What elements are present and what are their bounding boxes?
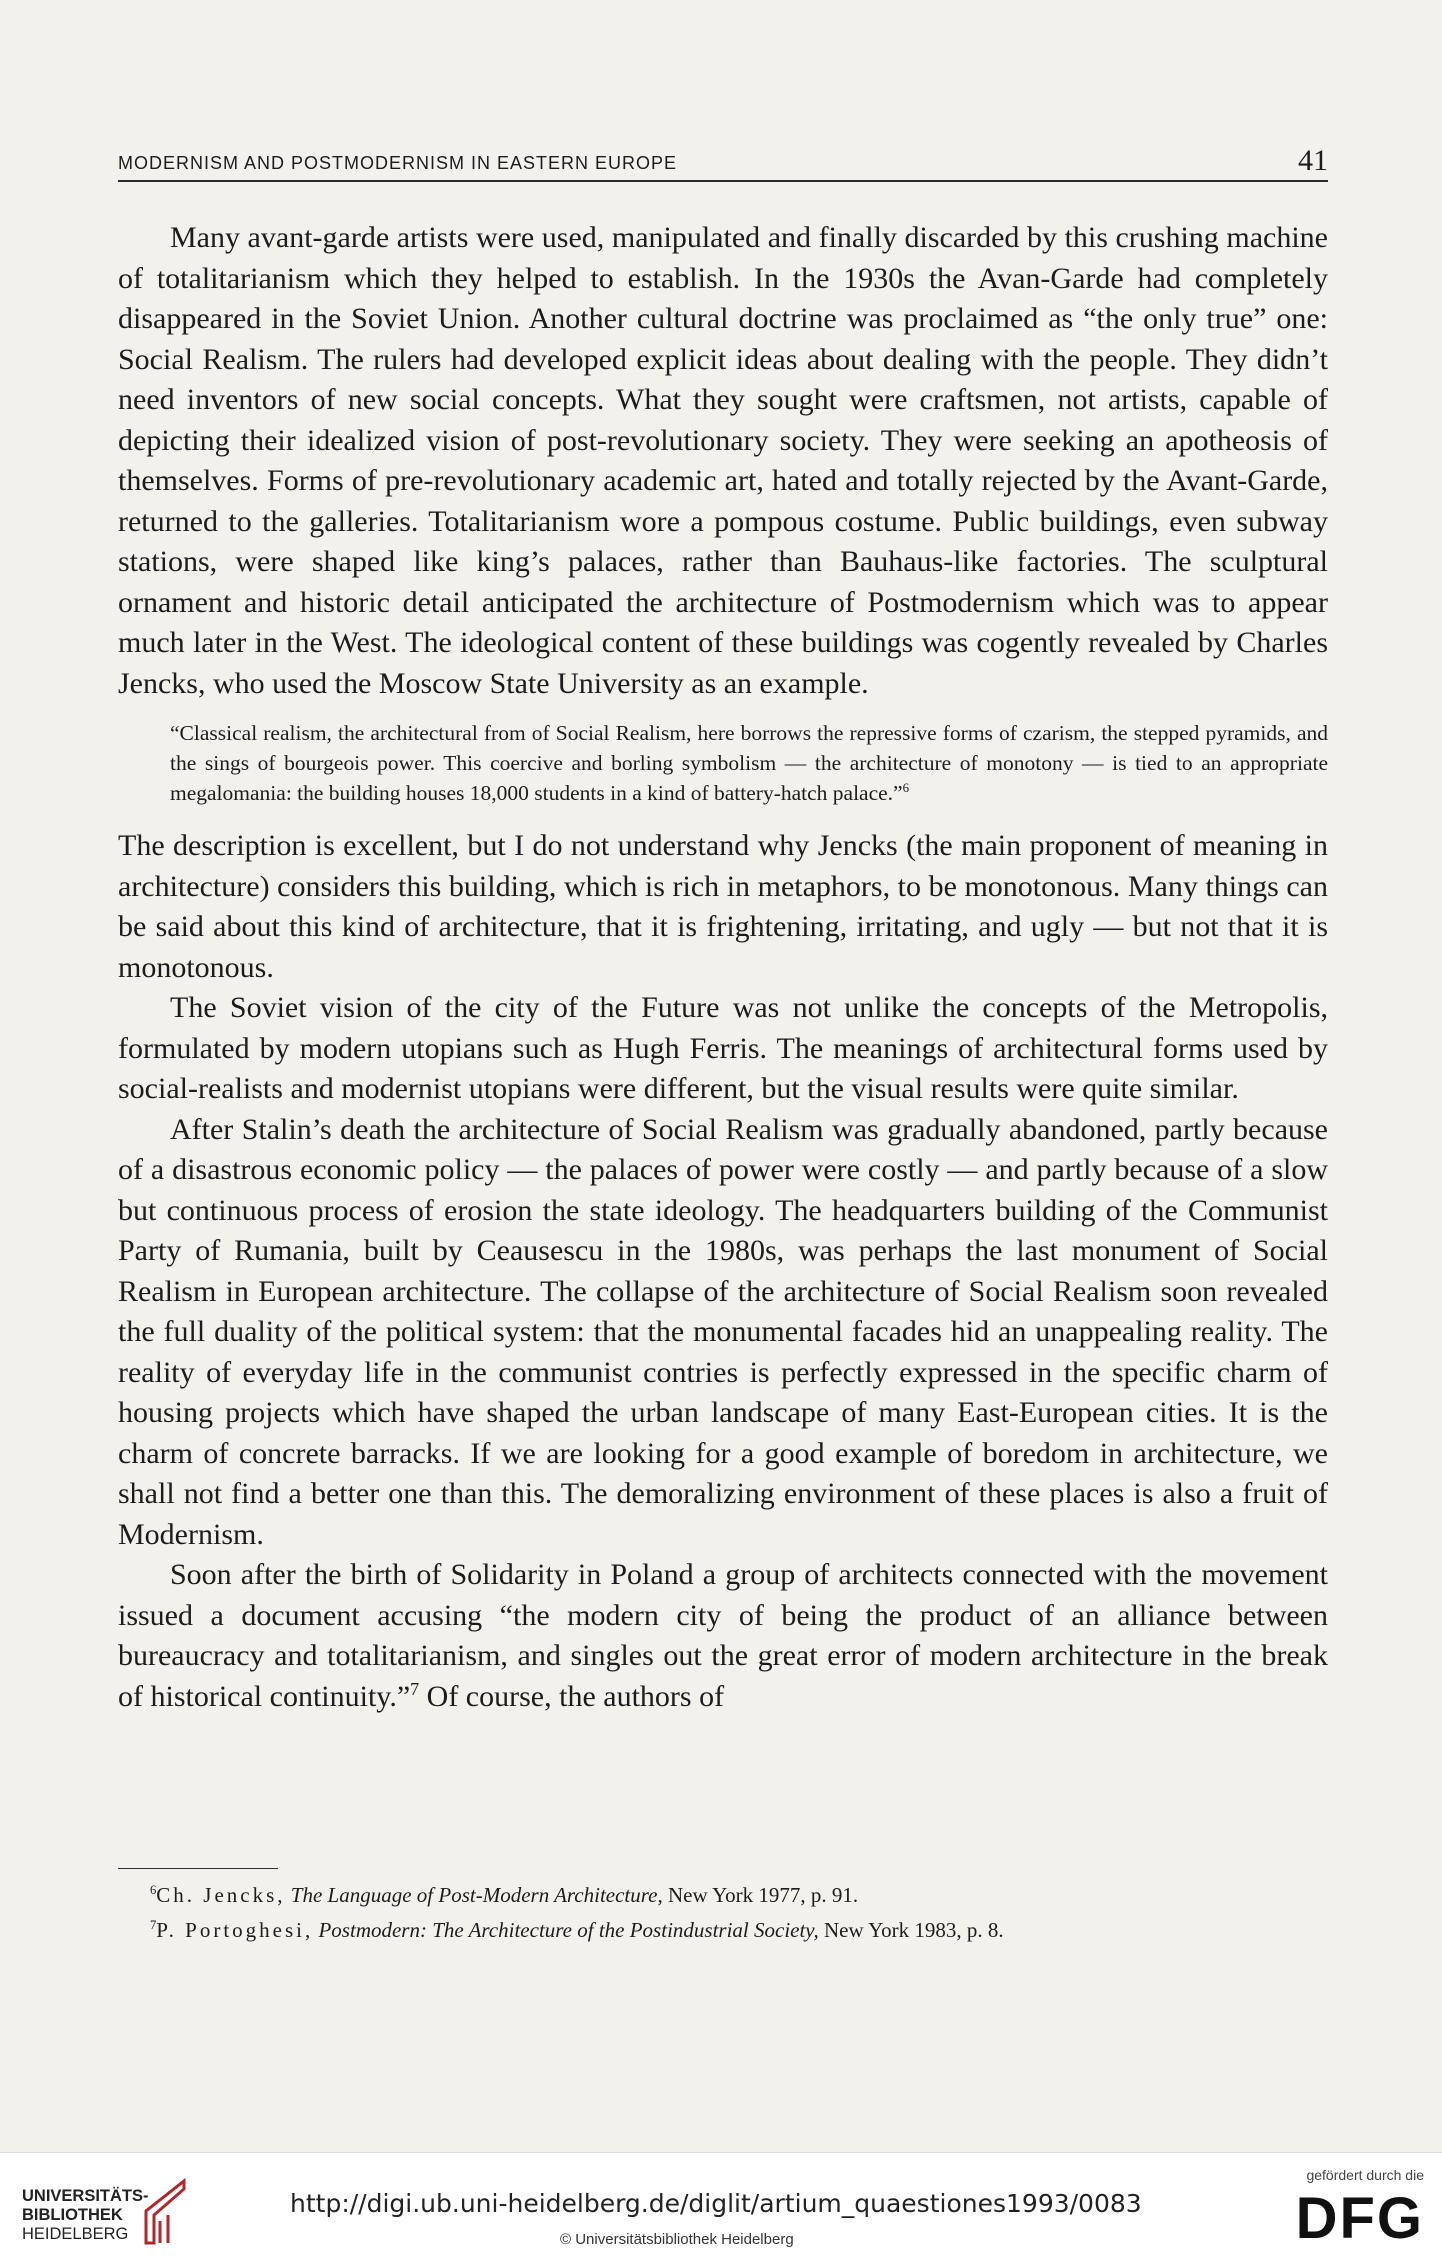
- footnote-rest: New York 1983, p. 8.: [818, 1918, 1004, 1942]
- copyright-notice: © Universitätsbibliothek Heidelberg: [560, 2231, 794, 2248]
- paragraph-2: The description is excellent, but I do not understand why Jencks (the main proponent of meaning in architecture) considers this building, which is rich in metaphors, to be monotonous. Many things can be said about this kind of architecture, that it is frightening, irritating, and ugly — but not that it is monotonous.: [118, 829, 1328, 984]
- dfg-logo: DFG: [1295, 2186, 1424, 2251]
- footnote-6: [150, 1878, 1330, 1913]
- library-name: [22, 2187, 149, 2244]
- footnote-divider: [118, 1868, 278, 1869]
- footnote-7: [150, 1913, 1330, 1948]
- footnote-title: The Language of Post-Modern Architecture,: [290, 1883, 663, 1907]
- page-header: [118, 140, 1328, 182]
- block-quote: [170, 718, 1328, 808]
- footnote-number: 6: [150, 1883, 157, 1897]
- footnotes: [150, 1878, 1330, 1948]
- library-logo-icon: [140, 2171, 190, 2247]
- block-quote-text: “Classical realism, the architectural from of Social Realism, here borrows the repressive forms of czarism, the stepped pyramids, and the sings of bourgeois power. This coercive and borling symbolism — the architecture of monotony — is tied to an appropriate megalomania: the building houses 18,000 students in a kind of battery-hatch palace.”: [170, 721, 1328, 805]
- body-text: [118, 218, 1328, 1717]
- permalink-url[interactable]: http://digi.ub.uni-heidelberg.de/diglit/artium_quaestiones1993/0083: [290, 2189, 1142, 2218]
- footnote-author: P. Portoghesi,: [156, 1918, 314, 1942]
- footnote-number: 7: [150, 1918, 157, 1932]
- footnote-title: Postmodern: The Architecture of the Postindustrial Society,: [318, 1918, 819, 1942]
- funding-note: gefördert durch die: [1306, 2167, 1424, 2183]
- paragraph-3: The Soviet vision of the city of the Future was not unlike the concepts of the Metropolis, formulated by modern utopians such as Hugh Ferris. The meanings of architectural forms used by social-realists and modernist utopians were different, but the visual results were quite similar.: [118, 991, 1328, 1105]
- library-name-line-2: BIBLIOTHEK: [22, 2206, 123, 2224]
- footnote-rest: New York 1977, p. 91.: [662, 1883, 859, 1907]
- paragraph-1: Many avant-garde artists were used, manipulated and finally discarded by this crushing machine of totalitarianism which they helped to establish. In the 1930s the Avan-Garde had completely disappeared in the Soviet Union. Another cultural doctrine was proclaimed as “the only true” one: Social Realism. The rulers had developed explicit ideas about dealing with the people. They didn’t need inventors of new social concepts. What they sought were craftsmen, not artists, capable of depicting their idealized vision of post-revolutionary society. They were seeking an apotheosis of themselves. Forms of pre-revolutionary academic art, hated and totally rejected by the Avant-Garde, returned to the galleries. Totalitarianism wore a pompous costume. Public buildings, even subway stations, were shaped like king’s palaces, rather than Bauhaus-like factories. The sculptural ornament and historic detail anticipated the architecture of Postmodernism which was to appear much later in the West. The ideological content of these buildings was cogently revealed by Charles Jencks, who used the Moscow State University as an example.: [118, 221, 1328, 700]
- paragraph-5-text: Soon after the birth of Solidarity in Poland a group of architects connected with the movement issued a document accusing “the modern city of being the product of an alliance between bureaucracy and totalitarianism, and singles out the great error of modern architecture in the break of historical continuity.”: [118, 1558, 1328, 1713]
- footnote-ref-6[interactable]: 6: [902, 780, 910, 795]
- paragraph-4: After Stalin’s death the architecture of Social Realism was gradually abandoned, partly because of a disastrous economic policy — the palaces of power were costly — and partly because of a slow but continuous process of erosion the state ideology. The headquarters building of the Communist Party of Rumania, built by Ceausescu in the 1980s, was perhaps the last monument of Social Realism in European architecture. The collapse of the architecture of Social Realism soon revealed the full duality of the political system: that the monumental facades hid an unappealing reality. The reality of everyday life in the communist contries is perfectly expressed in the specific charm of housing projects which have shaped the urban landscape of many East-European cities. It is the charm of concrete barracks. If we are looking for a good example of boredom in architecture, we shall not find a better one than this. The demoralizing environment of these places is also a fruit of Modernism.: [118, 1112, 1328, 1551]
- page-number: 41: [1298, 144, 1328, 177]
- library-name-line-3: HEIDELBERG: [22, 2225, 129, 2243]
- viewer-footer: [0, 2152, 1442, 2264]
- footnote-author: Ch. Jencks,: [156, 1883, 286, 1907]
- paragraph-5-tail: Of course, the authors of: [419, 1679, 725, 1713]
- footnote-ref-7[interactable]: 7: [410, 1678, 420, 1699]
- library-name-line-1: UNIVERSITÄTS-: [22, 2187, 149, 2205]
- running-title: MODERNISM AND POSTMODERNISM IN EASTERN EUROPE: [118, 153, 678, 173]
- paragraph-5: [118, 1555, 1328, 1717]
